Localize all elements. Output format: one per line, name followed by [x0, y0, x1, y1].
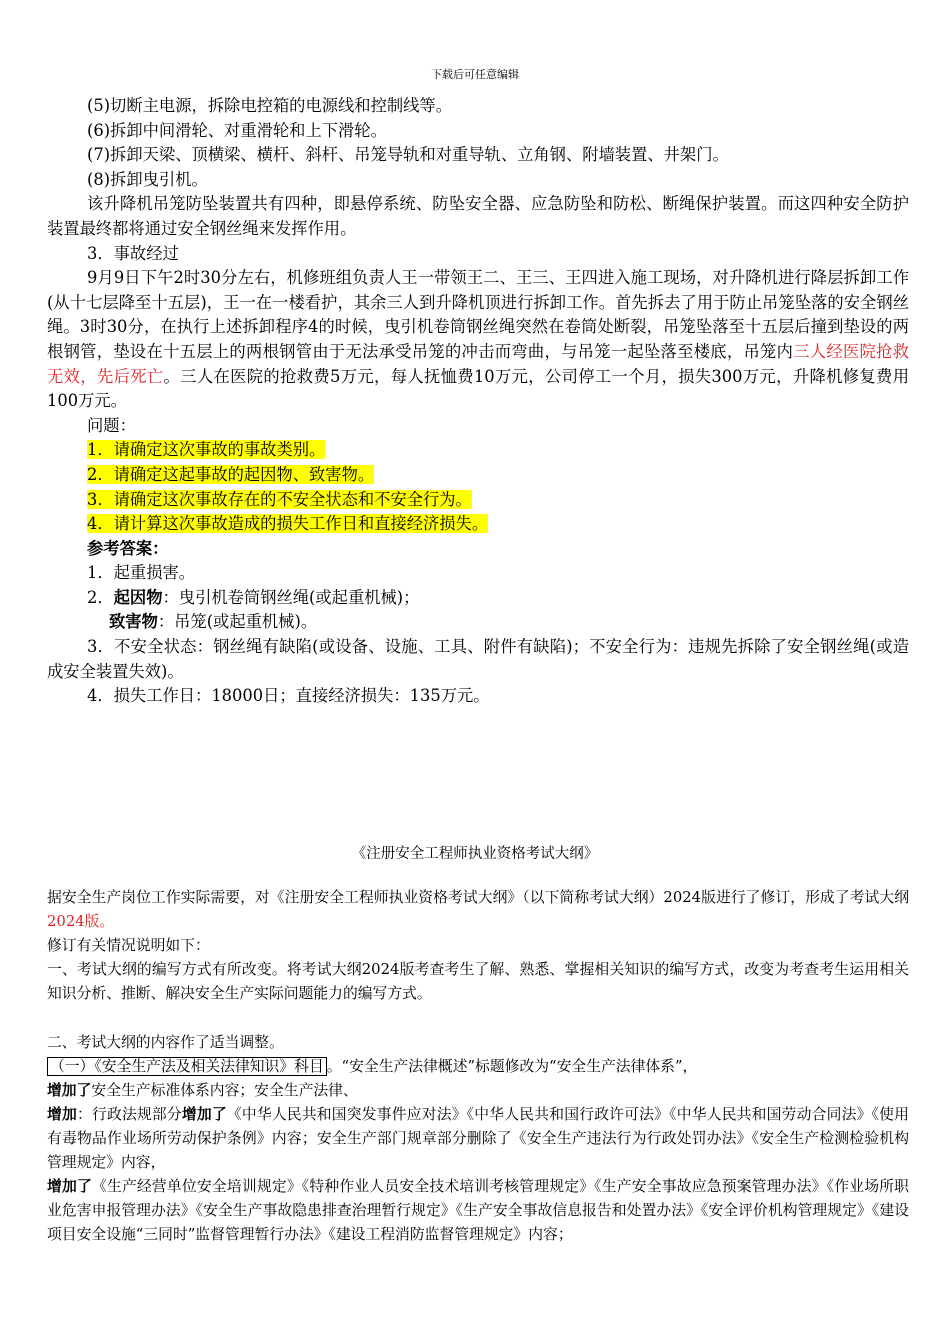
added-label-4: 增加了 [47, 1178, 92, 1196]
step-5: (5)切断主电源，拆除电控箱的电源线和控制线等。 [87, 96, 452, 115]
syllabus-para-7-a: ：行政法规部分 [76, 1105, 182, 1123]
step-8: (8)拆卸曳引机。 [87, 169, 208, 189]
added-label-2: 增加 [47, 1105, 77, 1123]
answers-label [47, 537, 909, 562]
answer-3: 3．不安全状态：钢丝绳有缺陷(或设备、设施、工具、附件有缺陷)；不安全行为：违规先拆除了安全钢丝绳(或造成安全装置失效)。 [47, 637, 909, 681]
syllabus-para-6-rest: 安全生产标准体系内容；安全生产法律、 [91, 1081, 358, 1099]
syllabus-title: 《注册安全工程师执业资格考试大纲》 [351, 846, 599, 862]
accident-heading: 3．事故经过 [87, 243, 179, 263]
step-7: (7)拆卸天梁、顶横梁、横杆、斜杆、吊笼导轨和对重导轨、立角钢、附墙装置、井架门。 [87, 145, 729, 165]
syllabus-para-1 [47, 886, 909, 934]
narrative-part-1: 9月9日下午2时30分左右，机修班组负责人王一带领王二、王三、王四进入施工现场，对升降机进行降层拆卸工作(从十七层降至十五层)，王一在一楼看护，其余三人到升降机顶进行拆卸工作。首先拆去了用于防止吊笼坠落的安全钢丝绳。3时30分，在执行上述拆卸程序4的时候，曳引机卷筒钢丝绳突然在卷筒处断裂，吊笼坠落至十五层后撞到垫设的两根钢管，垫设在十五层上的两根钢管由于无法承受吊笼的冲击而弯曲，与吊笼一起坠落至楼底，吊笼内 [47, 268, 909, 361]
syllabus-para-7-b: 《中华人民共和国突发事件应对法》《中华人民共和国行政许可法》《中华人民共和国劳动合同法》《使用有毒物品作业场所劳动保护条例》内容；安全生产部门规章部分删除了《安全生产违法行为行政处罚办法》《安全生产检测检验机构管理规定》内容， [47, 1105, 909, 1172]
added-label-3: 增加了 [181, 1105, 227, 1123]
questions-label: 问题： [87, 415, 136, 435]
answers-label-text: 参考答案： [87, 538, 169, 558]
question-2 [47, 463, 909, 488]
question-4 [47, 512, 909, 537]
question-1-text: 1．请确定这次事故的事故类别。 [87, 440, 326, 460]
answer-2-num: 2． [87, 587, 114, 607]
answer-2 [47, 586, 909, 611]
step-6: (6)拆卸中间滑轮、对重滑轮和上下滑轮。 [87, 120, 387, 140]
question-4-text: 4．请计算这次事故造成的损失工作日和直接经济损失。 [87, 514, 489, 534]
syllabus-section [47, 886, 909, 1247]
answer-2-text: ：曳引机卷筒钢丝绳(或起重机械)； [162, 587, 420, 607]
answer-2b-label: 致害物 [109, 612, 158, 632]
question-3 [47, 488, 909, 513]
syllabus-blank-line [47, 1006, 909, 1030]
answer-2-label: 起因物 [113, 587, 163, 607]
added-label-1: 增加了 [47, 1081, 92, 1099]
syllabus-para-5 [47, 1055, 909, 1079]
question-2-text: 2．请确定这起事故的起因物、致害物。 [87, 464, 375, 484]
answer-4: 4．损失工作日：18000日；直接经济损失：135万元。 [87, 686, 490, 706]
syllabus-para-2: 修订有关情况说明如下： [47, 937, 210, 955]
syllabus-para-8 [47, 1175, 909, 1247]
case-section [47, 94, 909, 709]
syllabus-version-red: 2024版。 [47, 913, 115, 931]
accident-narrative [47, 266, 909, 414]
question-1 [47, 438, 909, 463]
syllabus-para-7 [47, 1103, 909, 1175]
syllabus-para-1-text: 据安全生产岗位工作实际需要，对《注册安全工程师执业资格考试大纲》（以下简称考试大纲）2024版进行了修订，形成了考试大纲 [47, 889, 909, 906]
answer-1: 1．起重损害。 [87, 563, 196, 583]
syllabus-para-3: 一、考试大纲的编写方式有所改变。将考试大纲2024版考查考生了解、熟悉、掌握相关知识的编写方式，改变为考查考生运用相关知识分析、推断、解决安全生产实际问题能力的编写方式。 [47, 961, 909, 1003]
syllabus-para-4: 二、考试大纲的内容作了适当调整。 [47, 1033, 284, 1051]
narrative-part-2: 。三人在医院的抢救费5万元，每人抚恤费10万元，公司停工一个月，损失300万元，升降机修复费用100万元。 [47, 366, 909, 411]
narrative-red-text: 三人经医院抢救无效，先后死亡 [47, 341, 909, 386]
syllabus-para-5-rest: 。“安全生产法律概述”标题修改为“安全生产法律体系”， [326, 1057, 698, 1075]
answer-2b [47, 610, 909, 635]
page-header: 下载后可任意编辑 [431, 68, 519, 81]
syllabus-para-8-rest: 《生产经营单位安全培训规定》《特种作业人员安全技术培训考核管理规定》《生产安全事故应急预案管理办法》《作业场所职业危害申报管理办法》《安全生产事故隐患排查治理暂行规定》《生产安全事故信息报告和处置办法》《安全评价机构管理规定》《建设项目安全设施“三同时”监督管理暂行办法》《建设工程消防监督管理规定》内容； [47, 1178, 909, 1244]
syllabus-para-6 [47, 1079, 909, 1103]
question-3-text: 3．请确定这次事故存在的不安全状态和不安全行为。 [87, 489, 472, 509]
safety-device-intro: 该升降机吊笼防坠装置共有四种，即悬停系统、防坠安全器、应急防坠和防松、断绳保护装置。而这四种安全防护装置最终都将通过安全钢丝绳来发挥作用。 [47, 194, 909, 238]
subject-boxed-text: （一）《安全生产法及相关法律知识》科目 [47, 1057, 327, 1076]
answer-2b-text: ：吊笼(或起重机械)。 [157, 612, 318, 632]
